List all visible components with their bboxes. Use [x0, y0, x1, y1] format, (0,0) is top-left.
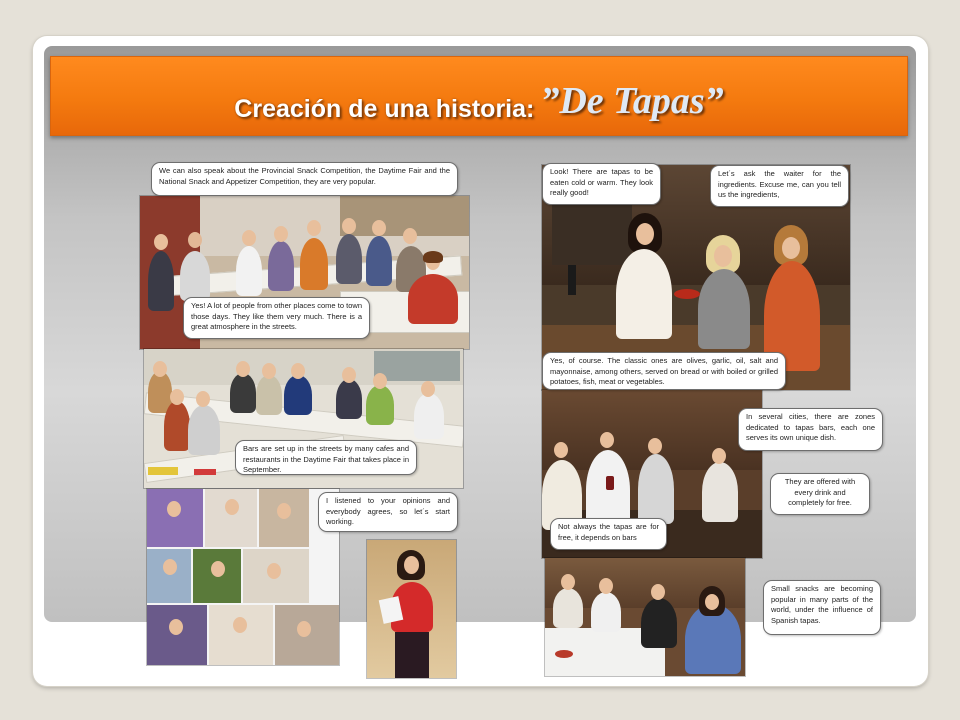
- speech-bubble-classic: [542, 352, 786, 390]
- speech-text: They are offered with every drink and completely for free.: [784, 477, 856, 507]
- photo-collage: [147, 489, 339, 665]
- speech-text: Small snacks are becoming popular in many parts of the world, under the influence of Spanish tapas.: [771, 584, 873, 625]
- speech-bubble-people: [183, 297, 370, 339]
- slide-title: [51, 80, 907, 127]
- speech-text: In several cities, there are zones dedicated to tapas bars, each one serves its own unique dish.: [746, 412, 875, 442]
- speech-bubble-cities: [738, 408, 883, 451]
- speech-bubble-waiter: [710, 165, 849, 207]
- speech-text: We can also speak about the Provincial Snack Competition, the Daytime Fair and the National Snack and Appetizer Competition, they are very popular.: [159, 166, 450, 186]
- speech-text: Not always the tapas are for free, it depends on bars: [558, 522, 659, 542]
- speech-bubble-not-free: [550, 518, 667, 550]
- photo-teacher: [367, 540, 456, 678]
- speech-bubble-opinions: [318, 492, 458, 532]
- photo-restaurant-table: [545, 558, 745, 676]
- speech-bubble-offered: [770, 473, 870, 515]
- speech-text: Bars are set up in the streets by many cafes and restaurants in the Daytime Fair that takes place in September.: [243, 444, 409, 474]
- speech-text: Let´s ask the waiter for the ingredients. Excuse me, can you tell us the ingredients,: [718, 169, 841, 199]
- speech-text: Yes! A lot of people from other places come to town those days. They like them very much. There is a great atmosphere in the streets.: [191, 301, 362, 331]
- title-banner: [50, 56, 908, 136]
- title-plain: Creación de una historia:: [234, 95, 535, 123]
- speech-bubble-small: [763, 580, 881, 635]
- speech-text: Look! There are tapas to be eaten cold or warm. They look really good!: [550, 167, 653, 197]
- title-emphasis: ”De Tapas”: [540, 80, 724, 122]
- speech-bubble-competition: [151, 162, 458, 196]
- speech-text: I listened to your opinions and everybody agrees, so let´s start working.: [326, 496, 450, 526]
- speech-text: Yes, of course. The classic ones are olives, garlic, oil, salt and mayonnaise, among others, served on bread or with boiled or grilled potatoes, fish, meat or vegetables.: [550, 356, 778, 386]
- speech-bubble-look: [542, 163, 661, 205]
- speech-bubble-bars: [235, 440, 417, 475]
